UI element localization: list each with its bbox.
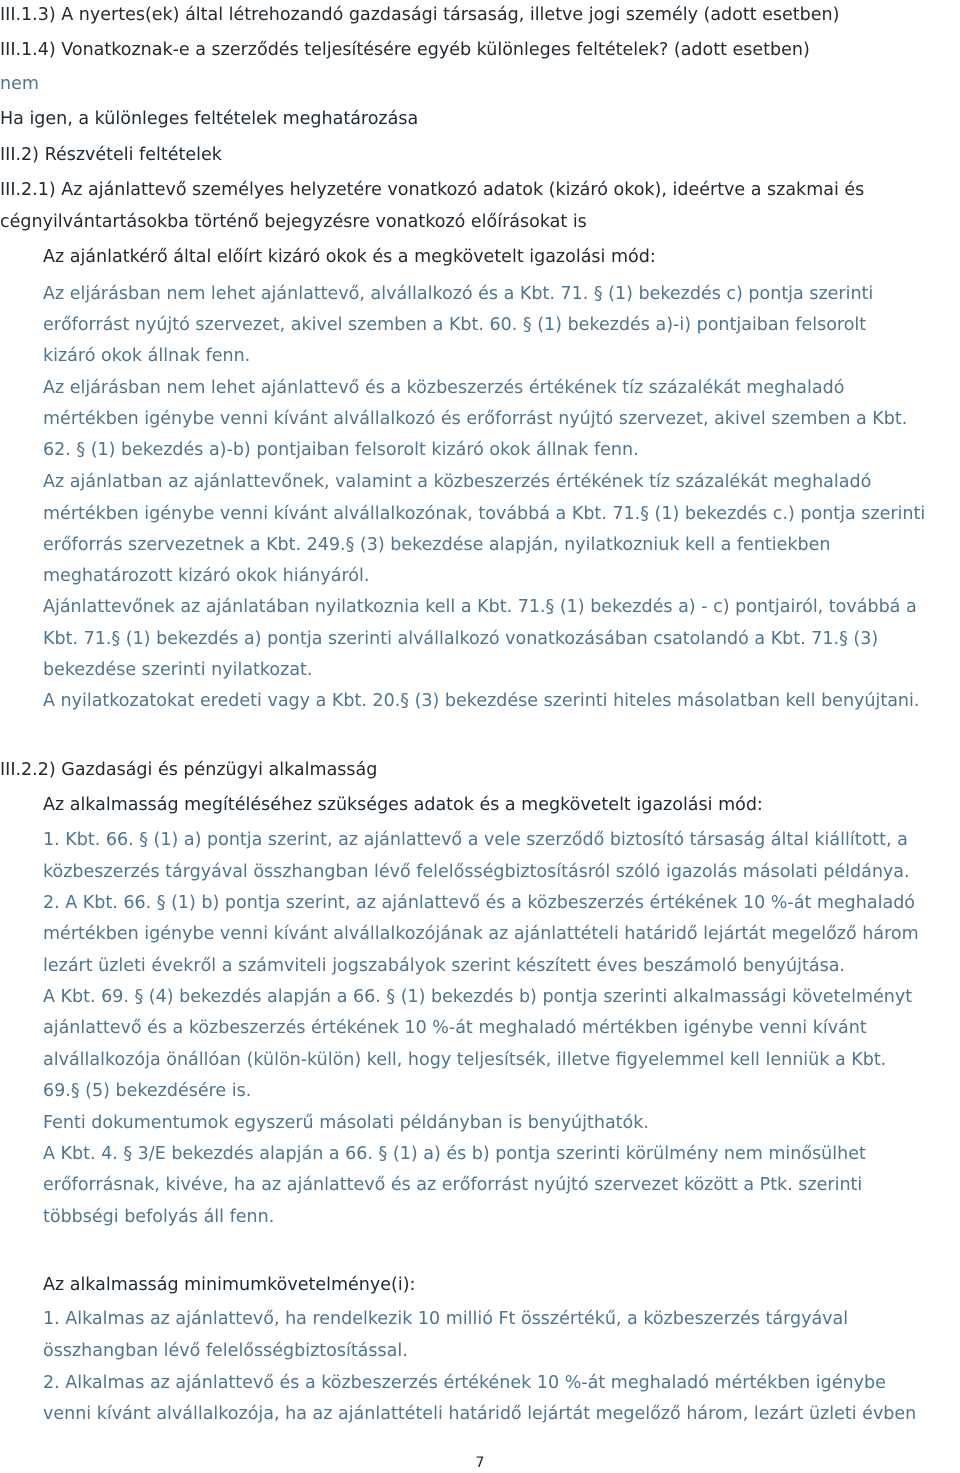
body-line: Fenti dokumentumok egyszerű másolati példányban is benyújthatók. <box>43 1113 649 1133</box>
body-line: 1. Alkalmas az ajánlattevő, ha rendelkezik 10 millió Ft összértékű, a közbeszerzés tárgyával <box>43 1309 849 1329</box>
body-line: többségi befolyás áll fenn. <box>43 1207 275 1227</box>
subsection-label: Az ajánlatkérő által előírt kizáró okok és a megkövetelt igazolási mód: <box>43 247 656 267</box>
heading-iii-2: III.2) Részvételi feltételek <box>0 145 222 165</box>
body-line: Kbt. 71.§ (1) bekezdés a) pontja szerinti alvállalkozó vonatkozásában csatolandó a Kbt. 71.§ (3) <box>43 629 879 649</box>
heading-iii-1-3: III.1.3) A nyertes(ek) által létrehozandó gazdasági társaság, illetve jogi személy (adott esetben) <box>0 5 840 25</box>
body-line: A nyilatkozatokat eredeti vagy a Kbt. 20.§ (3) bekezdése szerinti hiteles másolatban kell benyújtani. <box>43 691 920 711</box>
body-line: 69.§ (5) bekezdésére is. <box>43 1081 252 1101</box>
body-line: Az ajánlatban az ajánlattevőnek, valamint a közbeszerzés értékének tíz százalékát meghaladó <box>43 472 872 492</box>
body-line: bekezdése szerinti nyilatkozat. <box>43 660 313 680</box>
body-line: 62. § (1) bekezdés a)-b) pontjaiban felsorolt kizáró okok állnak fenn. <box>43 440 639 460</box>
heading-iii-1-4: III.1.4) Vonatkoznak-e a szerződés teljesítésére egyéb különleges feltételek? (adott esetben) <box>0 40 810 60</box>
body-line: 2. Alkalmas az ajánlattevő és a közbeszerzés értékének 10 %-át meghaladó mértékben igénybe <box>43 1373 886 1393</box>
body-line: meghatározott kizáró okok hiányáról. <box>43 566 370 586</box>
body-line: Ajánlattevőnek az ajánlatában nyilatkoznia kell a Kbt. 71.§ (1) bekezdés a) - c) pontjairól, továbbá a <box>43 597 917 617</box>
body-line: A Kbt. 69. § (4) bekezdés alapján a 66. § (1) bekezdés b) pontja szerinti alkalmassági követelményt <box>43 987 913 1007</box>
body-line: alvállalkozója önállóan (külön-külön) kell, hogy teljesítsék, illetve figyelemmel kell lenniük a Kbt. <box>43 1050 887 1070</box>
body-line: Az eljárásban nem lehet ajánlattevő és a közbeszerzés értékének tíz százalékát meghaladó <box>43 378 845 398</box>
page-number: 7 <box>475 1455 485 1471</box>
body-line: venni kívánt alvállalkozója, ha az ajánlattételi határidő lejártát megelőző három, lezárt üzleti évben <box>43 1404 917 1424</box>
body-line: erőforrás szervezetnek a Kbt. 249.§ (3) bekezdése alapján, nyilatkozniuk kell a fentiekben <box>43 535 831 555</box>
answer-value: nem <box>0 74 39 94</box>
subsection-label: Az alkalmasság megítéléséhez szükséges adatok és a megkövetelt igazolási mód: <box>43 795 763 815</box>
body-line: mértékben igénybe venni kívánt alvállalkozójának az ajánlattételi határidő lejártát megelőző három <box>43 924 919 944</box>
subsection-label: Az alkalmasság minimumkövetelménye(i): <box>43 1275 416 1295</box>
body-line: Az eljárásban nem lehet ajánlattevő, alvállalkozó és a Kbt. 71. § (1) bekezdés c) pontja szerinti <box>43 284 874 304</box>
body-line: A Kbt. 4. § 3/E bekezdés alapján a 66. § (1) a) és b) pontja szerinti körülmény nem minősülhet <box>43 1144 866 1164</box>
heading-iii-2-2: III.2.2) Gazdasági és pénzügyi alkalmasság <box>0 760 378 780</box>
body-line: erőforrást nyújtó szervezet, akivel szemben a Kbt. 60. § (1) bekezdés a)-i) pontjaiban felsorolt <box>43 315 867 335</box>
field-label: Ha igen, a különleges feltételek meghatározása <box>0 109 419 129</box>
body-line: összhangban lévő felelősségbiztosítással. <box>43 1341 408 1361</box>
body-line: erőforrásnak, kivéve, ha az ajánlattevő és az erőforrást nyújtó szervezet között a Ptk. szerinti <box>43 1175 863 1195</box>
heading-iii-2-1: III.2.1) Az ajánlattevő személyes helyzetére vonatkozó adatok (kizáró okok), ideértve a szakmai és <box>0 180 865 200</box>
body-line: közbeszerzés tárgyával összhangban lévő felelősségbiztosításról szóló igazolás másolati példánya. <box>43 862 910 882</box>
body-line: 2. A Kbt. 66. § (1) b) pontja szerint, az ajánlattevő és a közbeszerzés értékének 10 %-át meghaladó <box>43 893 916 913</box>
body-line: mértékben igénybe venni kívánt alvállalkozó és erőforrást nyújtó szervezet, akivel szemben a Kbt. <box>43 409 908 429</box>
body-line: 1. Kbt. 66. § (1) a) pontja szerint, az ajánlattevő a vele szerződő biztosító társaság által kiállított, a <box>43 830 908 850</box>
body-line: lezárt üzleti évekről a számviteli jogszabályok szerint készített éves beszámoló benyújtása. <box>43 956 845 976</box>
heading-iii-2-1-cont: cégnyilvántartásokba történő bejegyzésre vonatkozó előírásokat is <box>0 212 587 232</box>
body-line: kizáró okok állnak fenn. <box>43 346 251 366</box>
body-line: ajánlattevő és a közbeszerzés értékének 10 %-át meghaladó mértékben igénybe venni kívánt <box>43 1018 867 1038</box>
body-line: mértékben igénybe venni kívánt alvállalkozónak, továbbá a Kbt. 71.§ (1) bekezdés c.) pontja szerinti <box>43 504 926 524</box>
